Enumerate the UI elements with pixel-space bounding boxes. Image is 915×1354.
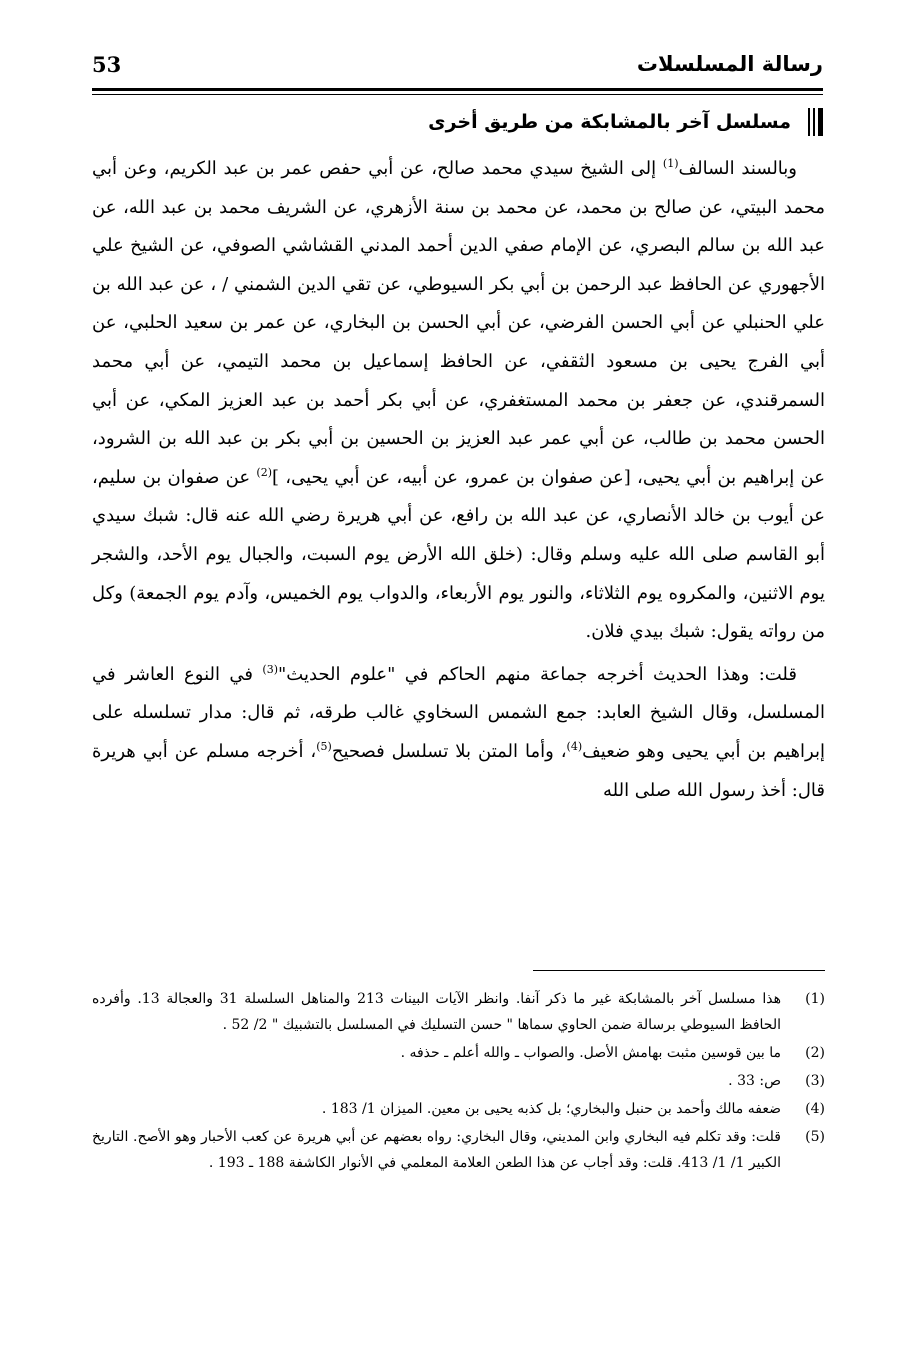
running-title: رسالة المسلسلات [636, 52, 823, 76]
footnote-ref-4[interactable]: (4) [566, 739, 583, 753]
footnote-number: (5) [805, 1129, 825, 1145]
footnote-ref-3[interactable]: (3) [262, 662, 279, 676]
footnote-text: ص: 33 . [728, 1073, 781, 1089]
paragraph-isnad [92, 150, 825, 652]
footnote-3 [92, 1068, 825, 1094]
paragraph-commentary [92, 656, 825, 810]
page-number: 53 [92, 52, 122, 77]
footnote-text: ما بين قوسين مثبت بهامش الأصل. والصواب ـ والله أعلم ـ حذفه . [400, 1045, 781, 1061]
footnote-separator [533, 970, 825, 971]
text-run: قلت: وهذا الحديث أخرجه جماعة منهم الحاكم في "علوم الحديث" [278, 663, 797, 685]
running-header [92, 52, 823, 92]
text-run: إلى الشيخ سيدي محمد صالح، عن أبي حفص عمر بن عبد الكريم، وعن أبي محمد البيتي، عن صالح بن محمد، عن محمد بن سنة الأزهري، عن الشريف محمد بن عبد الله، عن عبد الله بن سالم البصري، عن الإمام صفي الدين أحمد المدني القشاشي الصوفي، عن الشيخ علي الأجهوري عن الحافظ عبد الرحمن بن أبي بكر السيوطي، عن تقي الدين الشمني / ، عن عبد الله بن علي الحنبلي عن أبي الحسن الفرضي، عن أبي الحسن بن البخاري، عن عمر بن سعيد الحلبي، عن أبي الفرج يحيى بن مسعود الثقفي، عن الحافظ إسماعيل بن محمد التيمي، عن أبي محمد السمرقندي، عن جعفر بن محمد المستغفري، عن أبي بكر أحمد بن عبد العزيز المكي، عن أبي الحسن محمد بن طالب، عن أبي عمر عبد العزيز بن الحسين بن أبي بكر بن عبد الله بن الشرود، عن إبراهيم بن أبي يحيى، [عن صفوان بن عمرو، عن أبيه، عن أبي يحيى، ] [92, 158, 825, 488]
footnote-4 [92, 1096, 825, 1122]
footnote-2 [92, 1040, 825, 1066]
text-run: في النوع العاشر في المسلسل، وقال الشيخ العابد: جمع الشمس السخاوي غالب طرقه، ثم قال: مدار تسلسله على إبراهيم بن أبي يحيى وهو ضعيف [92, 663, 825, 762]
text-run: عن صفوان بن سليم، عن أيوب بن خالد الأنصاري، عن عبد الله بن رافع، عن أبي هريرة رضي الله عنه قال: شبك سيدي أبو القاسم صلى الله عليه وسلم وقال: (خلق الله الأرض يوم السبت، والجبال يوم الأحد، والشجر يوم الاثنين، والمكروه يوم الثلاثاء، والنور يوم الأربعاء، والدواب يوم الخميس، وآدم يوم الجمعة) وكل من رواته يقول: شبك بيدي فلان. [92, 466, 825, 643]
footnote-number: (1) [805, 991, 825, 1007]
footnote-1 [92, 986, 825, 1038]
footnote-5 [92, 1124, 825, 1176]
footnote-text: ضعفه مالك وأحمد بن حنبل والبخاري؛ بل كذبه يحيى بن معين. الميزان 1/ 183 . [321, 1101, 781, 1117]
heading-bars-ornament [803, 108, 823, 136]
text-run: ، أخرجه مسلم عن أبي هريرة قال: أخذ رسول الله صلى الله [92, 740, 825, 801]
footnote-text: هذا مسلسل آخر بالمشابكة غير ما ذكر آنفا. وانظر الآيات البينات 213 والمناهل السلسلة 31 والعجالة 13. وأفرده الحافظ السيوطي برسالة ضمن الحاوي سماها " حسن التسليك في المسلسل بالتشبيك " 2/ 52 . [92, 991, 781, 1033]
footnote-number: (3) [805, 1073, 825, 1089]
main-text [92, 150, 825, 810]
footnote-text: قلت: وقد تكلم فيه البخاري وابن المديني، وقال البخاري: رواه بعضهم عن أبي هريرة عن كعب الأحبار وهو الأصح. التاريخ الكبير 1/ 1/ 413. قلت: وقد أجاب عن هذا الطعن العلامة المعلمي في الأنوار الكاشفة 188 ـ 193 . [92, 1129, 781, 1171]
footnote-ref-5[interactable]: (5) [316, 739, 332, 753]
footnote-number: (2) [805, 1045, 825, 1061]
text-run: وبالسند السالف [678, 158, 797, 179]
footnotes [92, 986, 825, 1178]
section-heading-text: مسلسل آخر بالمشابكة من طريق أخرى [428, 111, 791, 133]
header-rule-thick [92, 88, 823, 91]
footnote-ref-1[interactable]: (1) [662, 157, 679, 170]
text-run: ، وأما المتن بلا تسلسل فصحيح [331, 740, 567, 762]
header-rule-thin [92, 94, 823, 95]
footnote-number: (4) [805, 1101, 825, 1117]
footnote-ref-2[interactable]: (2) [256, 465, 272, 479]
section-heading [92, 108, 823, 148]
